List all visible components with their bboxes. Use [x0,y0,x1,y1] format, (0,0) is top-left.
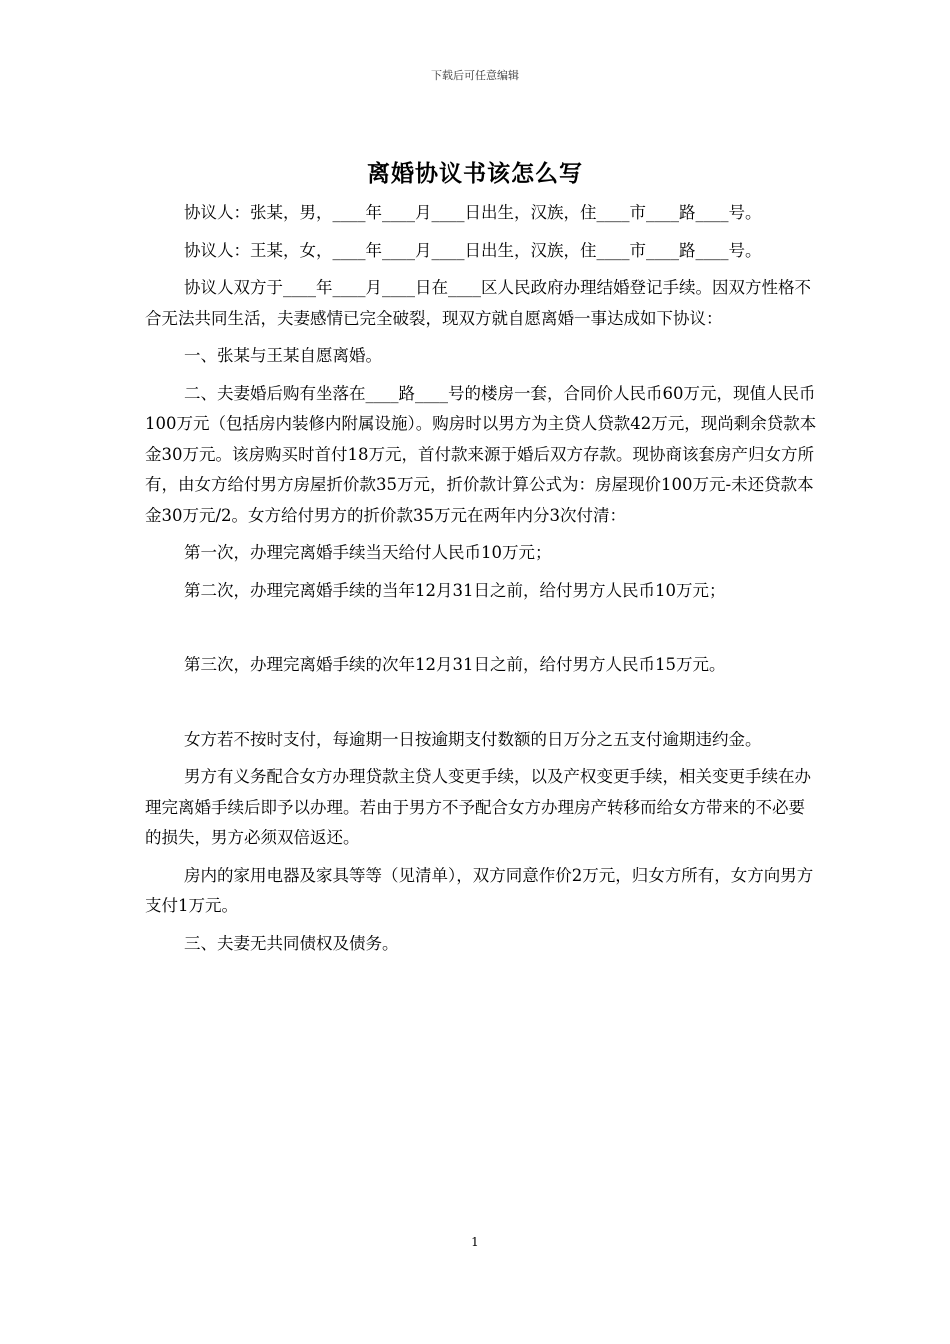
paragraph-loan-transfer: 男方有义务配合女方办理贷款主贷人变更手续，以及产权变更手续，相关变更手续在办理完离婚手续后即予以办理。若由于男方不予配合女方办理房产转移而给女方带来的不必要的损失，男方必须双倍返还。 [145,767,811,847]
page-header-note: 下载后可任意编辑 [431,69,519,82]
paragraph-payment-third: 第三次，办理完离婚手续的次年12月31日之前，给付男方人民币15万元。 [184,655,726,674]
paragraph-late-penalty: 女方若不按时支付，每逾期一日按逾期支付数额的日万分之五支付逾期违约金。 [184,729,762,749]
paragraph-clause-one: 一、张某与王某自愿离婚。 [184,346,382,365]
paragraph-party-one: 协议人：张某，男，____年____月____日出生，汉族，住____市____路____号。 [184,203,762,222]
paragraph-clause-two: 二、夫妻婚后购有坐落在____路____号的楼房一套，合同价人民币60万元，现值人民币100万元（包括房内装修内附属设施）。购房时以男方为主贷人贷款42万元，现尚剩余贷款本金30万元。该房购买时首付18万元，首付款来源于婚后双方存款。现协商该套房产归女方所有，由女方给付男方房屋折价款35万元，折价款计算公式为：房屋现价100万元-未还贷款本金30万元/2。女方给付男方的折价款35万元在两年内分3次付清： [145,383,817,525]
paragraph-party-two: 协议人：王某，女，____年____月____日出生，汉族，住____市____路____号。 [184,240,762,260]
document-body [145,198,817,966]
paragraph-clause-three: 三、夫妻无共同债权及债务。 [184,933,399,953]
paragraph-payment-first: 第一次，办理完离婚手续当天给付人民币10万元； [184,543,552,562]
paragraph-payment-second: 第二次，办理完离婚手续的当年12月31日之前，给付男方人民币10万元； [184,580,726,600]
paragraph-preamble: 协议人双方于____年____月____日在____区人民政府办理结婚登记手续。因双方性格不合无法共同生活，夫妻感情已完全破裂，现双方就自愿离婚一事达成如下协议： [145,278,811,328]
page-number: 1 [471,1235,479,1249]
document-title: 离婚协议书该怎么写 [367,160,583,187]
paragraph-furniture: 房内的家用电器及家具等等（见清单），双方同意作价2万元，归女方所有，女方向男方支付1万元。 [145,865,814,915]
